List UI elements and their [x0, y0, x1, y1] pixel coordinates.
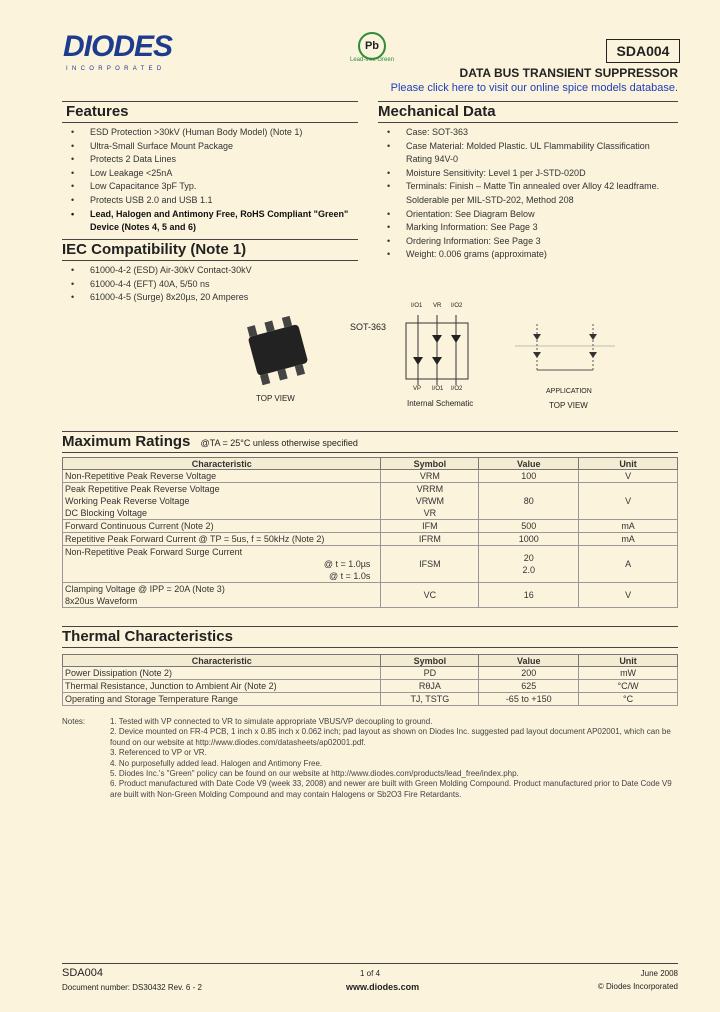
column-header: Value [479, 655, 579, 667]
list-item: • Low Leakage <25nA [62, 167, 358, 181]
lead-free-icon: Pb [358, 32, 386, 60]
column-header: Unit [579, 655, 678, 667]
list-item: • Case: SOT-363 [378, 126, 678, 140]
max-ratings-heading: Maximum Ratings @TA = 25°C unless otherwise specified [62, 431, 678, 453]
iec-heading: IEC Compatibility (Note 1) [62, 239, 358, 261]
footer-copyright: © Diodes Incorporated [597, 982, 678, 991]
table-row: Clamping Voltage @ IPP = 20A (Note 3) 8x20us Waveform VC 16 V [63, 583, 678, 608]
pin-label: I/O1 [411, 303, 423, 309]
list-item: • Ultra-Small Surface Mount Package [62, 140, 358, 154]
spice-models-link[interactable]: Please click here to visit our online spice models database. [390, 82, 678, 94]
features-list [62, 126, 358, 235]
diodes-logo: DIODES [63, 30, 173, 63]
list-item: • Case Material: Molded Plastic. UL Flammability Classification Rating 94V-0 [378, 140, 678, 167]
iec-list [62, 264, 358, 305]
mechanical-heading: Mechanical Data [378, 101, 678, 123]
list-item: • Protects 2 Data Lines [62, 153, 358, 167]
note-item: 4. No purposefully added lead. Halogen and Antimony Free. [110, 758, 323, 768]
list-item: • 61000-4-4 (EFT) 40A, 5/50 ns [62, 278, 358, 292]
top-view-label: TOP VIEW [549, 401, 588, 410]
max-ratings-table [62, 457, 678, 608]
pin-label: VP [413, 386, 422, 392]
table-row: Operating and Storage Temperature Range TJ, TSTG -65 to +150 °C [63, 693, 678, 706]
column-header: Symbol [381, 458, 479, 470]
list-item: • 61000-4-2 (ESD) Air-30kV Contact-30kV [62, 264, 358, 278]
table-row: Non-Repetitive Peak Forward Surge Current @ t = 1.0µs @ t = 1.0s IFSM 20 2.0 A [63, 546, 678, 583]
list-item: • Protects USB 2.0 and USB 1.1 [62, 194, 358, 208]
top-view-label: TOP VIEW [256, 394, 295, 403]
list-item: • Low Capacitance 3pF Typ. [62, 180, 358, 194]
notes-label: Notes: [62, 717, 86, 726]
footer-part: SDA004 [62, 967, 103, 979]
application-diagram [505, 310, 625, 388]
table-row: Repetitive Peak Forward Current @ TP = 5us, f = 50kHz (Note 2) IFRM 1000 mA [63, 533, 678, 546]
column-header: Value [479, 458, 579, 470]
part-number-box: SDA004 [606, 39, 680, 63]
notes-list [110, 717, 678, 800]
list-item: • Weight: 0.006 grams (approximate) [378, 248, 678, 262]
column-header: Characteristic [63, 458, 381, 470]
note-item: 3. Referenced to VP or VR. [110, 748, 207, 758]
table-row: Thermal Resistance, Junction to Ambient Air (Note 2) RθJA 625 °C/W [63, 680, 678, 693]
footer-date: June 2008 [640, 969, 678, 978]
table-row: Forward Continuous Current (Note 2) IFM 500 mA [63, 520, 678, 533]
column-header: Symbol [381, 655, 479, 667]
table-row: Non-Repetitive Peak Reverse Voltage VRM 100 V [63, 470, 678, 483]
logo-subtitle: INCORPORATED [66, 66, 166, 72]
note-item: 5. Diodes Inc.'s "Green" policy can be found on our website at http://www.diodes.com/products/lead_free/index.php. [110, 769, 519, 779]
footer-page: 1 of 4 [360, 969, 381, 978]
note-item: 6. Product manufactured with Date Code V9 (week 33, 2008) and newer are built with Green Molding Compound. Product manufactured prior to Date Code V9 are built with Non-Green Molding Compound and may contain Halogens or Sb2O3 Fire Retardants. [110, 779, 672, 799]
column-header: Unit [579, 458, 678, 470]
thermal-table [62, 654, 678, 706]
features-heading: Features [62, 101, 358, 123]
list-item: • Terminals: Finish – Matte Tin annealed over Alloy 42 leadframe. Solderable per MIL-STD-202, Method 208 [378, 180, 678, 207]
application-label: APPLICATION [546, 388, 592, 395]
footer-doc-number: Document number: DS30432 Rev. 6 - 2 [62, 983, 202, 992]
list-item: • Marking Information: See Page 3 [378, 221, 678, 235]
list-item: • Moisture Sensitivity: Level 1 per J-STD-020D [378, 167, 678, 181]
package-label: SOT-363 [350, 322, 387, 332]
footer-divider [62, 963, 678, 964]
column-header: Characteristic [63, 655, 381, 667]
list-item: • ESD Protection >30kV (Human Body Model) (Note 1) [62, 126, 358, 140]
list-item: • Orientation: See Diagram Below [378, 208, 678, 222]
package-illustration [240, 310, 320, 390]
pin-label: VR [433, 303, 442, 309]
table-row: Power Dissipation (Note 2) PD 200 mW [63, 667, 678, 680]
note-item: 2. Device mounted on FR-4 PCB, 1 inch x 0.85 inch x 0.062 inch; pad layout as shown on Diodes Inc. suggested pad layout document AP02001, which can be found on our website at http://www.diodes.com/datasheets/ap02001.pdf. [110, 727, 671, 747]
table-row: Peak Repetitive Peak Reverse Voltage Working Peak Reverse Voltage DC Blocking Voltage VRRM VRWM VR 80 V [63, 483, 678, 520]
document-title: DATA BUS TRANSIENT SUPPRESSOR [459, 66, 678, 80]
footer-website[interactable]: www.diodes.com [346, 982, 420, 992]
list-item: • Lead, Halogen and Antimony Free, RoHS Compliant "Green" Device (Notes 4, 5 and 6) [62, 208, 358, 235]
note-item: 1. Tested with VP connected to VR to simulate appropriate VBUS/VP decoupling to ground. [110, 717, 433, 726]
list-item: • Ordering Information: See Page 3 [378, 235, 678, 249]
thermal-heading: Thermal Characteristics [62, 626, 678, 648]
pin-label: I/O1 [432, 386, 444, 392]
pin-label: I/O2 [451, 303, 463, 309]
list-item: • 61000-4-5 (Surge) 8x20µs, 20 Amperes [62, 291, 358, 305]
schematic-label: Internal Schematic [407, 399, 474, 408]
mechanical-list [378, 126, 678, 262]
internal-schematic [400, 305, 475, 390]
lead-free-label: Lead-free Green [350, 57, 395, 63]
pin-label: I/O2 [451, 386, 463, 392]
